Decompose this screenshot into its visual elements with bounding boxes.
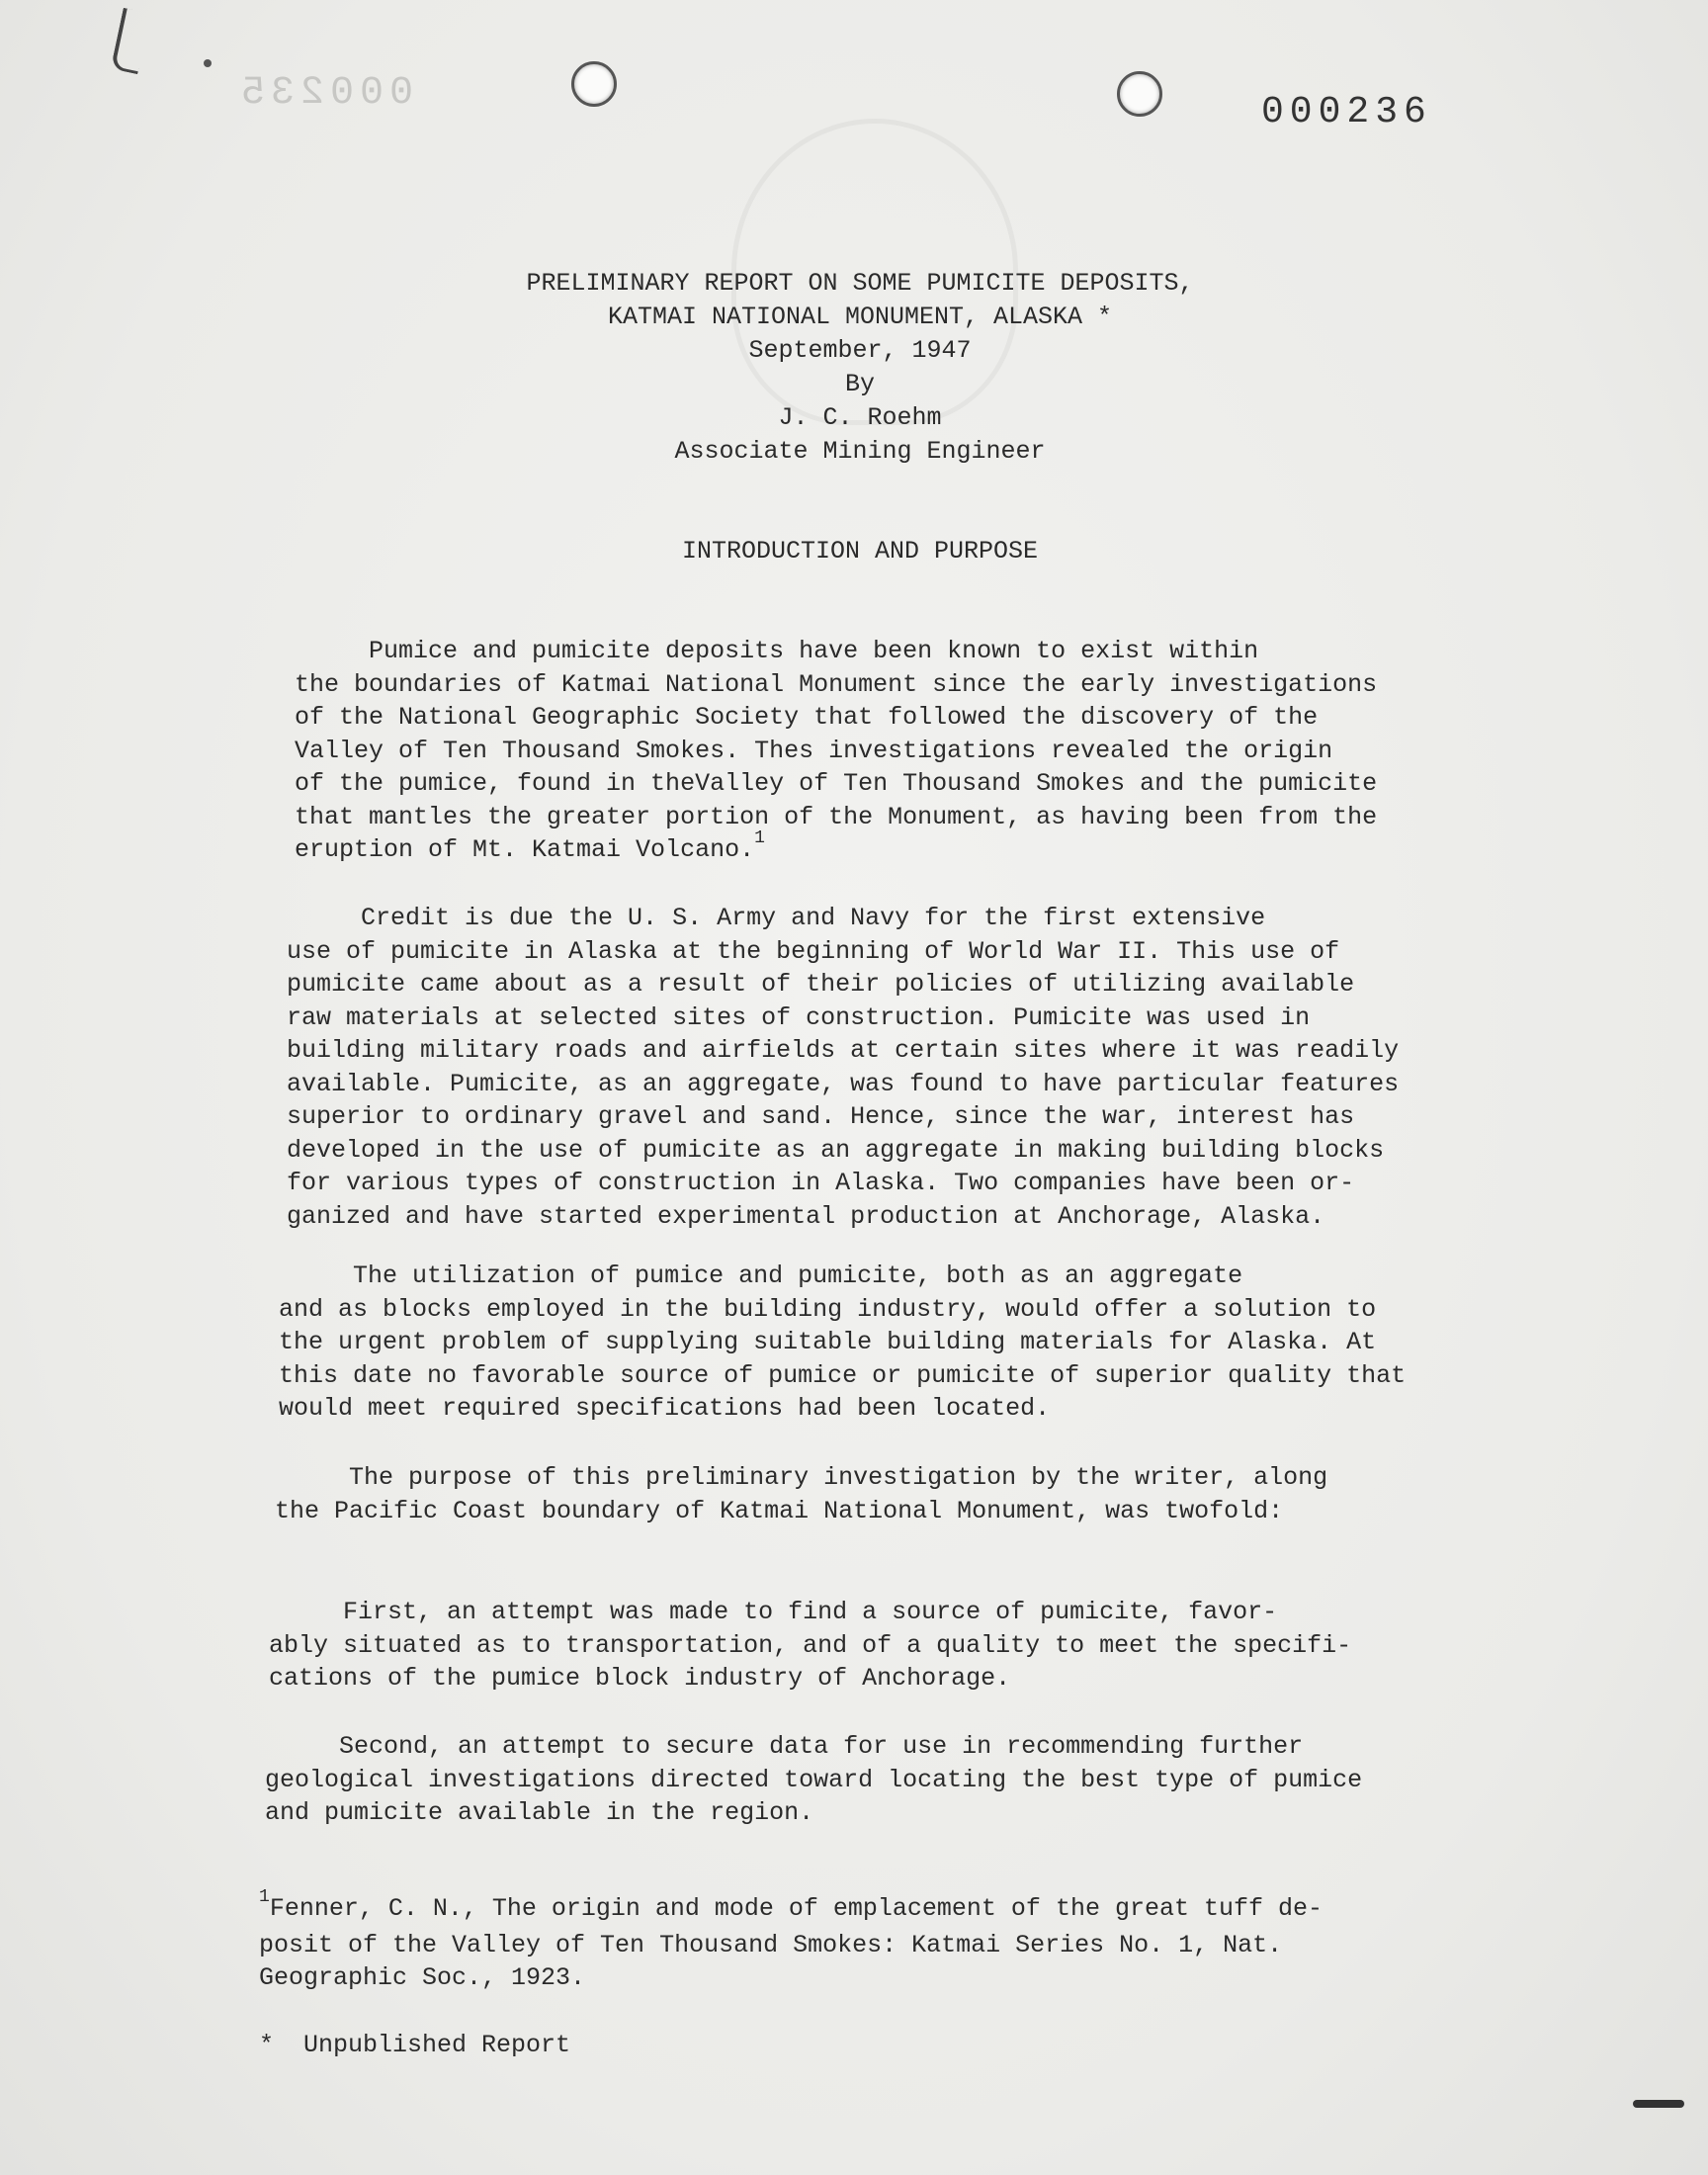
footnote-line — [259, 1887, 1323, 1929]
paragraph-6 — [265, 1730, 1362, 1830]
footnote-marker: 1 — [259, 1887, 270, 1907]
unpublished-note: * Unpublished Report — [259, 2031, 571, 2059]
author-title: Associate Mining Engineer — [674, 437, 1046, 466]
ink-dot — [204, 59, 212, 67]
punch-hole-right — [1117, 71, 1162, 117]
paragraph-line-text: eruption of Mt. Katmai Volcano. — [295, 835, 755, 864]
paragraph-5 — [269, 1596, 1351, 1696]
paragraph-line: and pumicite available in the region. — [265, 1798, 814, 1827]
page-stamp-number: 000236 — [1261, 91, 1432, 133]
paragraph-line: the urgent problem of supplying suitable building materials for Alaska. At — [279, 1328, 1377, 1356]
paragraph-line: The utilization of pumice and pumicite, both as an aggregate — [279, 1262, 1243, 1290]
paragraph-line: ably situated as to transportation, and of a quality to meet the specifi- — [269, 1630, 1352, 1660]
footnote-line-text: Fenner, C. N., The origin and mode of emplacement of the great tuff de- — [269, 1894, 1323, 1923]
paragraph-line: would meet required specifications had been located. — [279, 1394, 1051, 1423]
paragraph-line: building military roads and airfields at certain sites where it was readily — [287, 1036, 1400, 1065]
paragraph-line: raw materials at selected sites of construction. Pumicite was used in — [287, 1002, 1311, 1032]
paragraph-line: and as blocks employed in the building industry, would offer a solution to — [279, 1294, 1377, 1324]
paragraph-line: developed in the use of pumicite as an aggregate in making building blocks — [287, 1135, 1385, 1165]
title-line-2: KATMAI NATIONAL MONUMENT, ALASKA * — [607, 303, 1113, 331]
footnote — [259, 1887, 1323, 1995]
paragraph-line: for various types of construction in Alaska. Two companies have been or- — [287, 1169, 1355, 1197]
pencil-mark — [111, 8, 150, 74]
paragraph-line: of the pumice, found in theValley of Ten Thousand Smokes and the pumicite — [295, 769, 1378, 798]
stamp-bleed-through: 000235 — [235, 71, 414, 116]
footnote-line: posit of the Valley of Ten Thousand Smokes: Katmai Series No. 1, Nat. — [259, 1930, 1283, 1959]
paragraph-line — [295, 828, 1377, 870]
paragraph-line: ganized and have started experimental production at Anchorage, Alaska. — [287, 1201, 1325, 1231]
paragraph-line: pumicite came about as a result of their policies of utilizing available — [287, 970, 1355, 999]
author-name: J. C. Roehm — [778, 403, 942, 432]
paragraph-line: that mantles the greater portion of the Monument, as having been from the — [295, 802, 1378, 831]
paragraph-line: superior to ordinary gravel and sand. Hence, since the war, interest has — [287, 1102, 1355, 1131]
paragraph-line: this date no favorable source of pumice or pumicite of superior quality that — [279, 1360, 1407, 1390]
paragraph-line: the Pacific Coast boundary of Katmai National Monument, was twofold: — [275, 1496, 1284, 1525]
paragraph-line: Pumice and pumicite deposits have been known to exist within — [295, 637, 1259, 665]
paragraph-2 — [287, 902, 1399, 1233]
paragraph-line: First, an attempt was made to find a source of pumicite, favor- — [269, 1598, 1278, 1626]
edge-mark — [1633, 2100, 1684, 2108]
punch-hole-left — [571, 61, 617, 107]
paragraph-line: the boundaries of Katmai National Monument since the early investigations — [295, 669, 1378, 699]
section-title: INTRODUCTION AND PURPOSE — [681, 537, 1039, 566]
paragraph-line: The purpose of this preliminary investigation by the writer, along — [275, 1463, 1328, 1492]
paragraph-4 — [275, 1461, 1327, 1527]
paragraph-1 — [295, 635, 1377, 870]
by-label: By — [844, 370, 875, 398]
paragraph-line: Credit is due the U. S. Army and Navy for the first extensive — [287, 904, 1266, 932]
report-header — [297, 267, 1423, 469]
paragraph-line: available. Pumicite, as an aggregate, was found to have particular features — [287, 1069, 1400, 1098]
footnote-line: Geographic Soc., 1923. — [259, 1963, 586, 1992]
title-line-1: PRELIMINARY REPORT ON SOME PUMICITE DEPOSITS, — [526, 269, 1194, 298]
paragraph-line: use of pumicite in Alaska at the beginning of World War II. This use of — [287, 936, 1340, 966]
paragraph-line: of the National Geographic Society that followed the discovery of the — [295, 703, 1319, 732]
paragraph-line: Second, an attempt to secure data for use in recommending further — [265, 1732, 1304, 1761]
report-date: September, 1947 — [748, 336, 972, 365]
footnote-reference: 1 — [754, 828, 765, 848]
paragraph-line: geological investigations directed toward locating the best type of pumice — [265, 1765, 1363, 1794]
paragraph-3 — [279, 1260, 1406, 1426]
paragraph-line: cations of the pumice block industry of Anchorage. — [269, 1664, 1011, 1693]
paragraph-line: Valley of Ten Thousand Smokes. Thes investigations revealed the origin — [295, 736, 1333, 765]
